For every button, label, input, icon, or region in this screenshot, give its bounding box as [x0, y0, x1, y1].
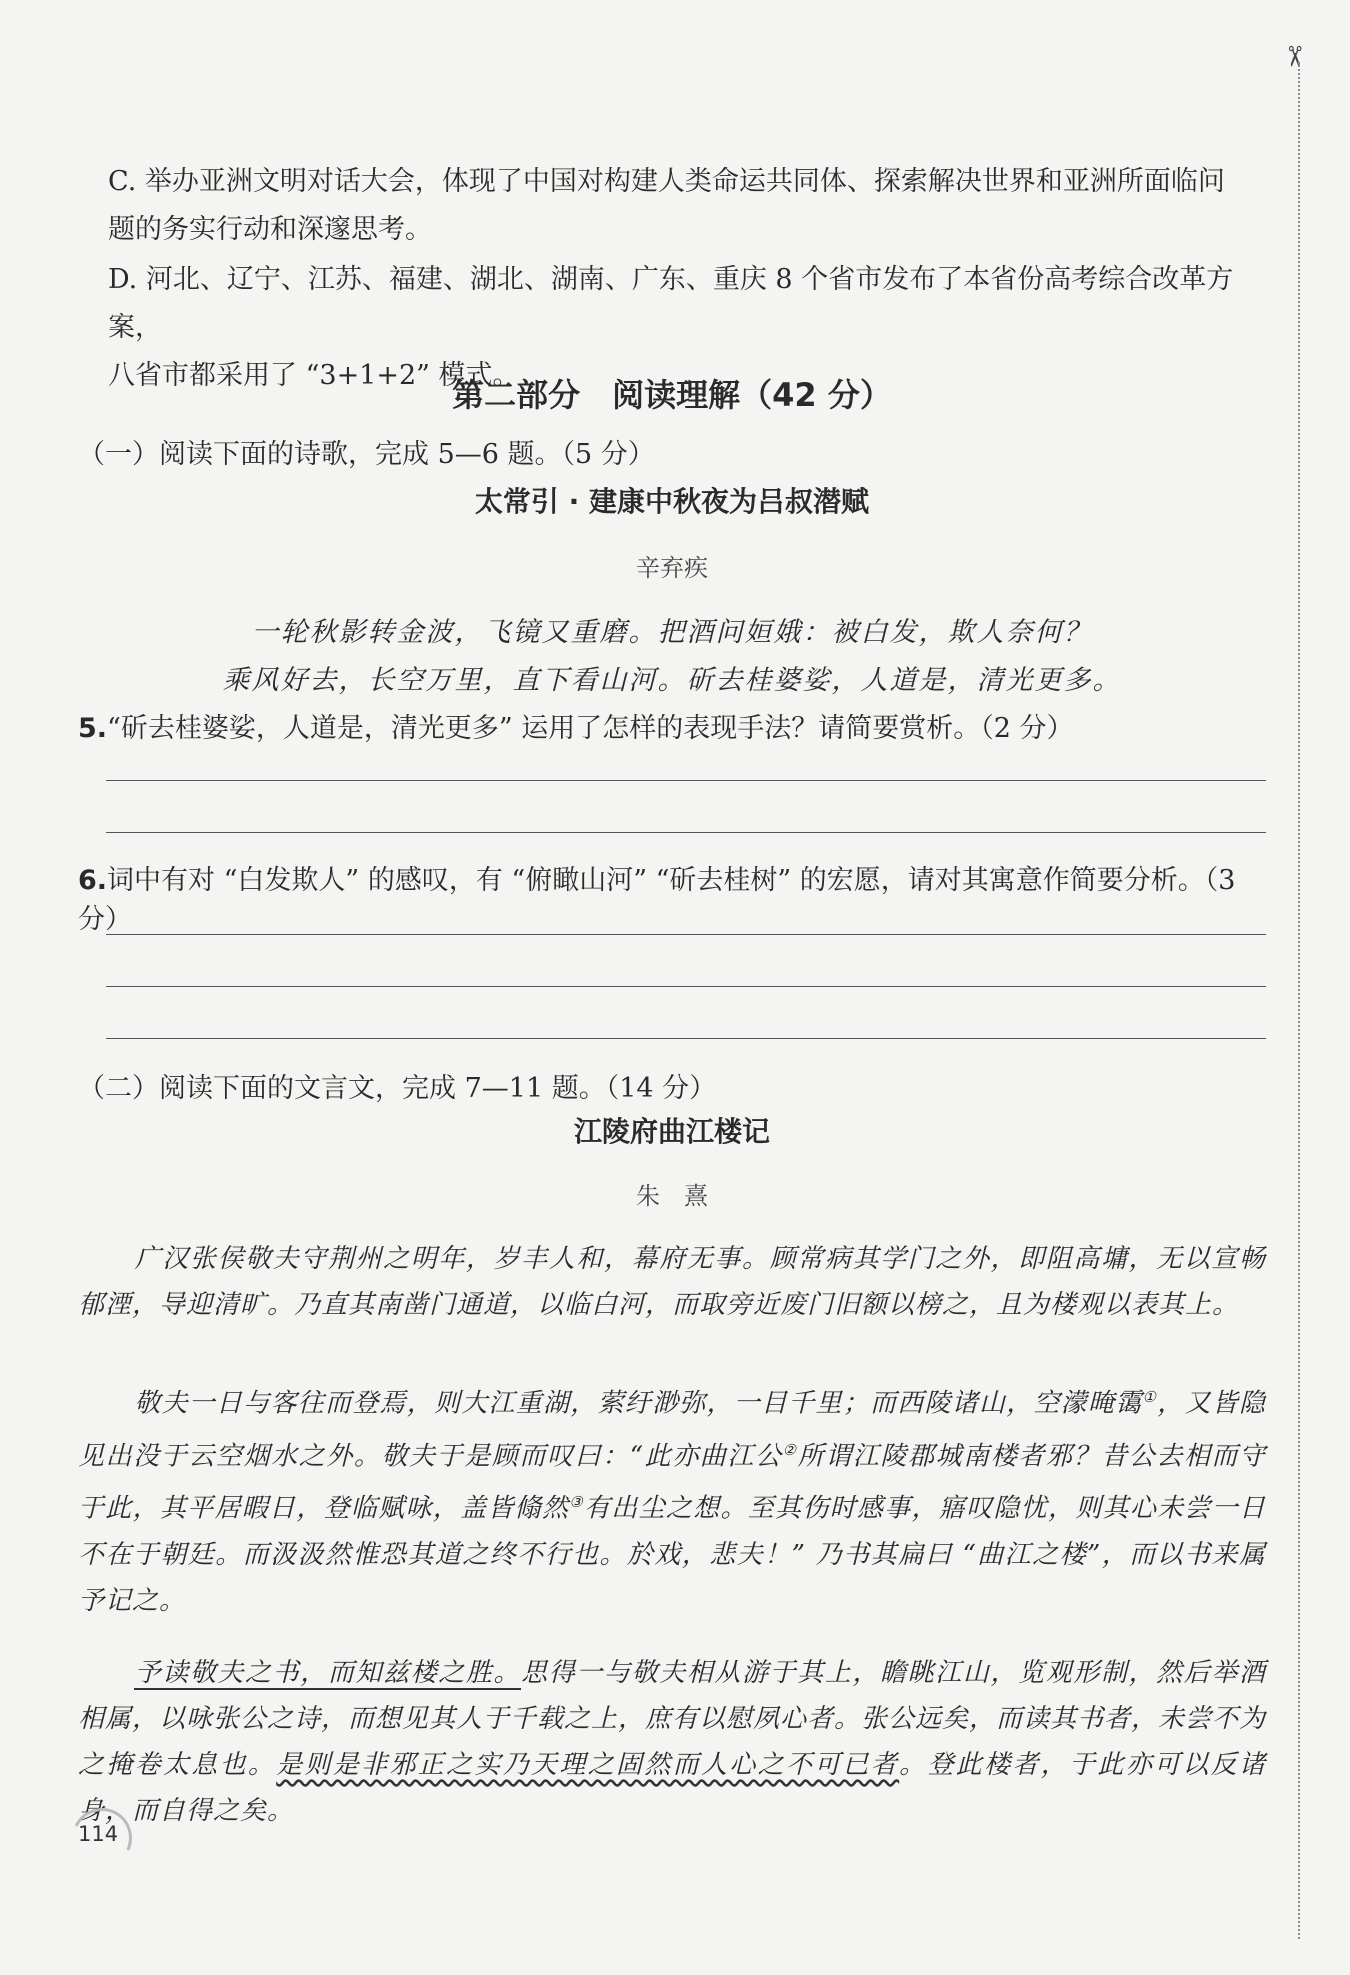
question-5-number: 5.	[78, 713, 108, 744]
underlined-sentence: 予读敬夫之书，而知兹楼之胜。	[134, 1658, 522, 1688]
answer-line[interactable]	[106, 934, 1266, 935]
footnote-1: ①	[1142, 1388, 1158, 1406]
question-5	[78, 706, 1074, 745]
essay-title: 江陵府曲江楼记	[573, 1115, 770, 1148]
essay-paragraph-2-text-a: 敬夫一日与客往而登焉，则大江重湖，萦纡渺弥，一目千里；而西陵诸山，空濛晻霭	[134, 1388, 1143, 1419]
answer-line[interactable]	[106, 986, 1266, 987]
scissors-icon: ✂	[1278, 44, 1312, 69]
question-5-text: “斫去桂婆娑，人道是，清光更多” 运用了怎样的表现手法？请简要赏析。（2 分）	[107, 713, 1074, 744]
part1-instruction: （一）阅读下面的诗歌，完成 5—6 题。（5 分）	[78, 439, 655, 470]
question-6	[78, 858, 1266, 936]
question-6-text: 词中有对 “白发欺人” 的感叹，有 “俯瞰山河” “斫去桂树” 的宏愿，请对其寓意作简要分析。（3 分）	[78, 865, 1236, 935]
section-title: 第二部分 阅读理解（42 分）	[452, 376, 892, 414]
option-d-line2: 八省市都采用了 “3+1+2” 模式。	[108, 360, 520, 391]
poem-line-2: 乘风好去，长空万里，直下看山河。斫去桂婆娑，人道是，清光更多。	[222, 665, 1122, 696]
part2-instruction: （二）阅读下面的文言文，完成 7—11 题。（14 分）	[78, 1073, 717, 1104]
question-6-number: 6.	[78, 865, 108, 896]
answer-line[interactable]	[106, 1038, 1266, 1039]
essay-paragraph-3-text-b: 。登此楼者，于此亦可以反诸身，而自得之矣。	[78, 1750, 1266, 1826]
option-c-line2: 题的务实行动和深邃思考。	[108, 214, 432, 245]
essay-paragraph-2-text-d: 有出尘之想。至其伤时感事，寤叹隐忧，则其心未尝一日不在于朝廷。而汲汲然惟恐其道之终不行也。於戏，悲夫！” 乃书其扁曰 “曲江之楼”，而以书来属予记之。	[78, 1493, 1266, 1616]
option-d-line1: D. 河北、辽宁、江苏、福建、湖北、湖南、广东、重庆 8 个省市发布了本省份高考综合改革方案，	[108, 264, 1234, 343]
essay-paragraph-2-text-b: ，又皆隐见出没于云空烟水之外。敬夫于是顾而叹曰：“此亦曲江公	[78, 1388, 1266, 1472]
essay-paragraph-1-text: 广汉张侯敬夫守荆州之明年，岁丰人和，幕府无事。顾常病其学门之外，即阻高墉，无以宣畅郁湮，导迎清旷。乃直其南凿门通道，以临白河，而取旁近废门旧额以榜之，且为楼观以表其上。	[78, 1244, 1266, 1320]
essay-paragraph-2-text-c: 所谓江陵郡城南楼者邪？昔公去相而守于此，其平居暇日，登临赋咏，盖皆翛然	[78, 1441, 1266, 1524]
option-c-line1: C. 举办亚洲文明对话大会，体现了中国对构建人类命运共同体、探索解决世界和亚洲所面临问	[108, 166, 1225, 197]
footnote-2: ②	[782, 1440, 798, 1459]
answer-line[interactable]	[106, 832, 1266, 833]
page-number-badge	[72, 1808, 128, 1864]
essay-paragraph-3-text-a: 思得一与敬夫相从游于其上，瞻眺江山，览观形制，然后举酒相属，以咏张公之诗，而想见其人于千载之上，庶有以慰夙心者。张公远矣，而读其书者，未尝不为之掩卷太息也。	[78, 1658, 1267, 1780]
page-number: 114	[78, 1822, 119, 1846]
poem-author: 辛弃疾	[636, 554, 708, 582]
footnote-3: ③	[569, 1493, 584, 1512]
essay-paragraph-3	[78, 1650, 1266, 1834]
wavy-underlined-sentence: 是则是非邪正之实乃天理之固然而人心之不可已者	[276, 1750, 900, 1780]
essay-author: 朱 熹	[636, 1182, 708, 1210]
poem-line-1: 一轮秋影转金波，飞镜又重磨。把酒问姮娥：被白发，欺人奈何？	[251, 617, 1093, 648]
essay-paragraph-2	[78, 1374, 1266, 1624]
cut-line	[1298, 62, 1300, 1939]
essay-paragraph-1	[78, 1236, 1266, 1328]
poem-title: 太常引 · 建康中秋夜为吕叔潜赋	[474, 485, 870, 518]
option-c	[108, 158, 1268, 254]
answer-line[interactable]	[106, 780, 1266, 781]
